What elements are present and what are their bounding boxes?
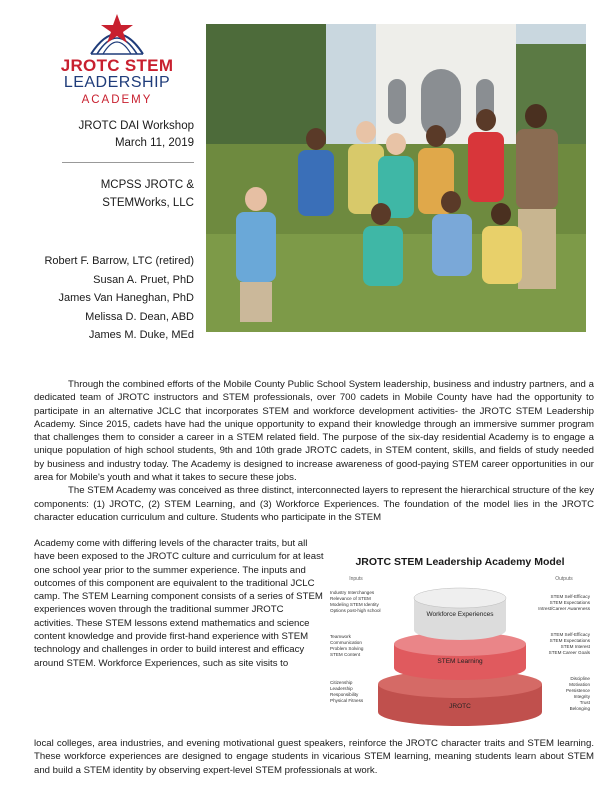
academy-model-figure: [328, 556, 592, 734]
output-note: STEM Expectations: [549, 638, 590, 643]
output-note: STEM Career Goals: [548, 650, 590, 655]
paragraph-2-start: The STEM Academy was conceived as three distinct, interconnected layers to represent the hierarchical structure of the key components: (1) JROTC, (2) STEM Learning, and (3) Workforce Experiences. The foundation of the model lies in the JROTC character education curriculum and culture. Students who participate in the STEM: [34, 485, 594, 523]
output-note: STEM Interest: [560, 644, 590, 649]
author-name: James M. Duke, MEd: [88, 329, 194, 341]
input-note: Relevance of STEM: [330, 596, 371, 601]
workshop-heading: [40, 118, 194, 152]
logo-line-jrotc-stem: JROTC STEM: [60, 56, 174, 75]
output-note: Persistence: [565, 688, 590, 693]
org-line-2: STEMWorks, LLC: [102, 197, 194, 209]
output-note: Trust: [579, 700, 590, 705]
paragraph-2-wrapped: Academy come with differing levels of the character traits, but all have been exposed to the JROTC culture and curriculum for at least one school year prior to the summer experience. The inputs and outcomes of this component are equivalent to the traditional JCLC camp. The STEM Learning component consists of a series of STEM experiences woven through the traditional summer JROTC activities. These STEM lessons extend mathematics and science content knowledge and provide first-hand experience with STEM technology and challenges in order to build interest and efficacy around STEM. Workforce Experiences, such as site visits to: [34, 538, 324, 669]
output-note: STEM Self-Efficacy: [550, 632, 590, 637]
star-bridge-logo-icon: [87, 10, 147, 56]
body-text: [34, 378, 594, 524]
author-name: Robert F. Barrow, LTC (retired): [44, 255, 194, 267]
inputs-column-heading: Inputs: [349, 576, 363, 582]
author-name: James Van Haneghan, PhD: [58, 292, 194, 304]
output-note: Discipline: [570, 676, 590, 681]
input-note: Teamwork: [330, 634, 351, 639]
input-note: Options post-high school: [330, 608, 381, 613]
workforce-tier-top: [414, 588, 506, 608]
layered-model-diagram: [328, 572, 592, 734]
input-note: Modeling STEM Identity: [330, 602, 379, 607]
workforce-tier-label: Workforce Experiences: [426, 611, 494, 618]
logo-line-leadership: LEADERSHIP: [63, 74, 171, 91]
organization-block: [40, 176, 194, 212]
model-title: JROTC STEM Leadership Academy Model: [355, 556, 565, 568]
workshop-date: March 11, 2019: [114, 137, 194, 149]
input-note: Responsibility: [330, 692, 359, 697]
output-note: Belonging: [569, 706, 590, 711]
author-list: [10, 252, 194, 345]
paragraph-2-end: local colleges, area industries, and evening motivational guest speakers, reinforce the JROTC character traits and STEM learning. These workforce experiences are designed to engage students in vicarious STEM learning, meaning students learn about STEM and build a STEM identity by observing expert-level STEM professionals at work.: [34, 738, 594, 776]
group-photo: [206, 24, 586, 332]
outputs-column-heading: Outputs: [555, 576, 573, 582]
input-note: Physical Fitness: [330, 698, 364, 703]
cadets-group-photo-image: [206, 24, 586, 332]
input-note: Leadership: [330, 686, 353, 691]
org-line-1: MCPSS JROTC &: [100, 179, 194, 191]
paragraph-1: Through the combined efforts of the Mobile County Public School System leadership, business and industry partners, and a dedicated team of JROTC instructors and STEM professionals, over 700 cadets in Mobile County have had the opportunity to participate in an alternative JCLC that incorporates STEM and workforce development activities- the JROTC STEM Leadership Academy. Since 2015, cadets have had the unique opportunity to expand their knowledge through an immersive summer program that challenges them to consider a career in a STEM related field. The purpose of the six-day residential Academy is to engage a unique population of high school students, 9th and 10th grade JROTC cadets, in STEM content, skills, and fields of study needed by business and industry today. The Academy is designed to increase awareness of good-paying STEM career opportunities in our area for Mobile's youth and what it takes to secure these jobs.: [34, 379, 594, 484]
jrotc-tier-label: JROTC: [449, 703, 471, 710]
workshop-title: JROTC DAI Workshop: [78, 120, 194, 132]
author-name: Melissa D. Dean, ABD: [85, 310, 194, 323]
output-note: STEM Self-Efficacy: [550, 594, 590, 599]
input-note: Citizenship: [330, 680, 353, 685]
input-note: Communication: [330, 640, 362, 645]
output-note: Integrity: [573, 694, 590, 699]
output-note: Motivation: [569, 682, 590, 687]
input-note: Problem Solving: [330, 646, 364, 651]
logo-line-academy: ACADEMY: [81, 94, 153, 106]
author-name: Susan A. Pruet, PhD: [93, 273, 194, 286]
input-note: STEM Content: [330, 652, 361, 657]
input-note: Industry Interchanges: [330, 590, 375, 595]
output-note: STEM Expectations: [549, 600, 590, 605]
academy-logo: [60, 10, 174, 108]
output-note: Intrest/Career Awareness: [538, 606, 590, 611]
stem-learning-tier-label: STEM Learning: [437, 658, 483, 665]
header-divider: [62, 162, 194, 163]
